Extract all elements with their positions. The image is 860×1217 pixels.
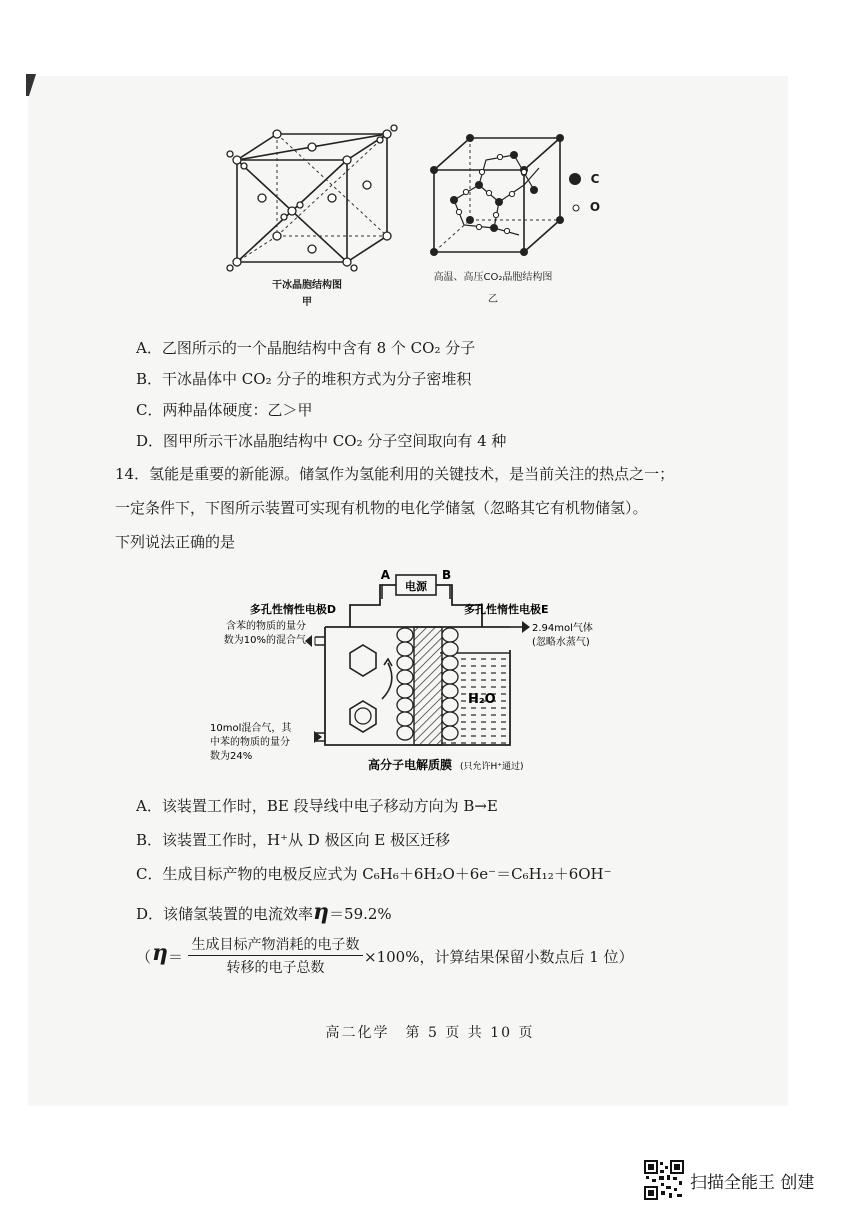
power-label: 电源 [405,580,427,593]
terminal-a: A [380,568,390,582]
inlet-line2: 中苯的物质的量分 [210,737,290,748]
legend-c-label: C [590,172,600,186]
q13-option-d: D．图甲所示干冰晶胞结构中 CO₂ 分子空间取向有 4 种 [136,432,507,450]
electrode-d-label: 多孔性惰性电极D [249,603,336,616]
dry-ice-cell-diagram [222,122,402,272]
q14-option-d [136,899,392,925]
inlet-line3: 数为24% [210,751,253,762]
high-pressure-co2-cell-diagram [424,130,570,260]
electrode-e-label: 多孔性惰性电极E [464,603,549,616]
q14-option-c: C．生成目标产物的电极反应式为 C₆H₆＋6H₂O＋6e⁻＝C₆H₁₂＋6OH⁻ [136,865,612,883]
dry-ice-caption: 干冰晶胞结构图 [272,280,342,291]
formula-eta-symbol: η [152,940,168,966]
outlet-right-line2: (忽略水蒸气) [532,637,590,648]
legend-o-label: O [589,200,601,214]
outlet-right-line1: 2.94mol气体 [532,623,593,634]
formula-numerator: 生成目标产物消耗的电子数 [188,934,363,956]
eta-symbol: η [313,899,330,925]
outlet-left-line2: 数为10%的混合气 [223,635,306,646]
figure-yi-label: 乙 [488,294,498,305]
formula-open-paren: （ [136,948,152,966]
outlet-left-line1: 含苯的物质的量分 [226,621,306,632]
page-footer: 高二化学 第 5 页 共 10 页 [325,1025,535,1041]
q13-option-c: C．两种晶体硬度：乙＞甲 [136,401,313,419]
figure-jia-label: 甲 [302,297,312,308]
water-label: H₂O [468,692,496,707]
option-d-value: ＝59.2% [329,905,392,923]
camscanner-watermark [644,1160,814,1200]
formula-equals: ＝ [168,948,184,966]
formula-denominator: 转移的电子总数 [226,960,325,976]
membrane-label: 高分子电解质膜 [368,758,453,772]
q14-stem-line3: 下列说法正确的是 [115,533,236,551]
q13-option-a: A．乙图所示的一个晶胞结构中含有 8 个 CO₂ 分子 [136,339,476,357]
q14-option-b: B．该装置工作时，H⁺从 D 极区向 E 极区迁移 [136,831,451,849]
qr-code-icon [644,1160,684,1200]
q14-option-a: A．该装置工作时，BE 段导线中电子移动方向为 B→E [136,797,498,815]
terminal-b: B [442,568,452,582]
watermark-text: 扫描全能王 创建 [690,1172,815,1193]
efficiency-formula [136,937,736,986]
q13-option-b: B．干冰晶体中 CO₂ 分子的堆积方式为分子密堆积 [136,370,472,388]
formula-tail: ×100%，计算结果保留小数点后 1 位） [364,948,634,966]
q14-stem-line2: 一定条件下，下图所示装置可实现有机物的电化学储氢（忽略其它有机物储氢）。 [115,499,648,517]
high-pressure-caption: 高温、高压CO₂晶胞结构图 [433,272,553,283]
membrane-note: (只允许H⁺通过) [460,762,524,772]
electrochemical-hydrogen-storage-diagram [200,565,593,780]
legend-o-marker [571,203,581,213]
q14-option-d-text: D．该储氢装置的电流效率 [136,905,314,923]
formula-fraction [188,934,363,977]
q14-stem-line1: 14．氢能是重要的新能源。储氢作为氢能利用的关键技术，是当前关注的热点之一； [115,465,675,483]
inlet-line1: 10mol混合气，其 [210,723,292,734]
legend-c-marker [568,172,582,186]
